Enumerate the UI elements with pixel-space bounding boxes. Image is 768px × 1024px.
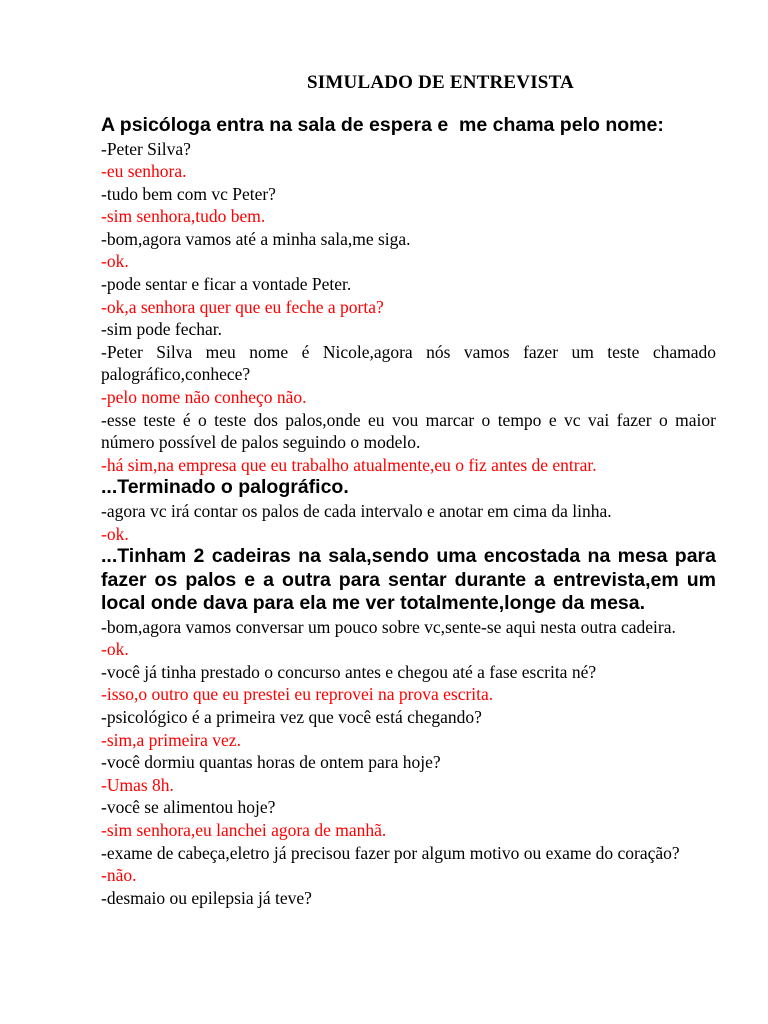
question-line: -bom,agora vamos conversar um pouco sobre vc,sente-se aqui nesta outra cadeira.: [101, 616, 676, 637]
question-line: -tudo bem com vc Peter?: [101, 183, 276, 204]
question-line: -bom,agora vamos até a minha sala,me siga.: [101, 228, 411, 249]
question-line: -esse teste é o teste dos palos,onde eu vou marcar o tempo e vc vai fazer o maior número possível de palos seguindo o modelo.: [101, 409, 721, 453]
answer-line: -eu senhora.: [101, 161, 187, 182]
answer-line: -Umas 8h.: [101, 774, 174, 795]
document-title: SIMULADO DE ENTREVISTA: [307, 72, 574, 93]
dialogue-lines: [101, 114, 722, 909]
narration-heading: ...Tinham 2 cadeiras na sala,sendo uma encostada na mesa para fazer os palos e a outra para sentar durante a entrevista,em um local onde dava para ela me ver totalmente,longe da mesa.: [101, 545, 722, 615]
question-line: -psicológico é a primeira vez que você está chegando?: [101, 706, 482, 727]
question-line: -você já tinha prestado o concurso antes e chegou até a fase escrita né?: [101, 661, 597, 682]
answer-line: -ok.: [101, 523, 129, 544]
answer-line: -ok,a senhora quer que eu feche a porta?: [101, 296, 384, 317]
question-line: -exame de cabeça,eletro já precisou fazer por algum motivo ou exame do coração?: [101, 842, 680, 863]
narration-heading: ...Terminado o palográfico.: [101, 476, 349, 499]
question-line: -sim pode fechar.: [101, 319, 222, 340]
answer-line: -não.: [101, 865, 137, 886]
answer-line: -ok.: [101, 639, 129, 660]
answer-line: -há sim,na empresa que eu trabalho atualmente,eu o fiz antes de entrar.: [101, 454, 597, 475]
answer-line: -ok.: [101, 251, 129, 272]
answer-line: -sim,a primeira vez.: [101, 729, 241, 750]
answer-line: -pelo nome não conheço não.: [101, 387, 307, 408]
question-line: -agora vc irá contar os palos de cada intervalo e anotar em cima da linha.: [101, 500, 612, 521]
question-line: -você se alimentou hoje?: [101, 797, 276, 818]
narration-heading: A psicóloga entra na sala de espera e me chama pelo nome:: [101, 114, 664, 136]
question-line: -Peter Silva?: [101, 138, 191, 159]
answer-line: -sim senhora,eu lanchei agora de manhã.: [101, 819, 387, 840]
answer-line: -sim senhora,tudo bem.: [101, 206, 266, 227]
answer-line: -isso,o outro que eu prestei eu reprovei na prova escrita.: [101, 684, 494, 705]
question-line: -pode sentar e ficar a vontade Peter.: [101, 274, 352, 295]
question-line: -você dormiu quantas horas de ontem para hoje?: [101, 752, 441, 773]
question-line: -desmaio ou epilepsia já teve?: [101, 887, 312, 908]
question-line: -Peter Silva meu nome é Nicole,agora nós vamos fazer um teste chamado palográfico,conhece?: [101, 341, 721, 385]
